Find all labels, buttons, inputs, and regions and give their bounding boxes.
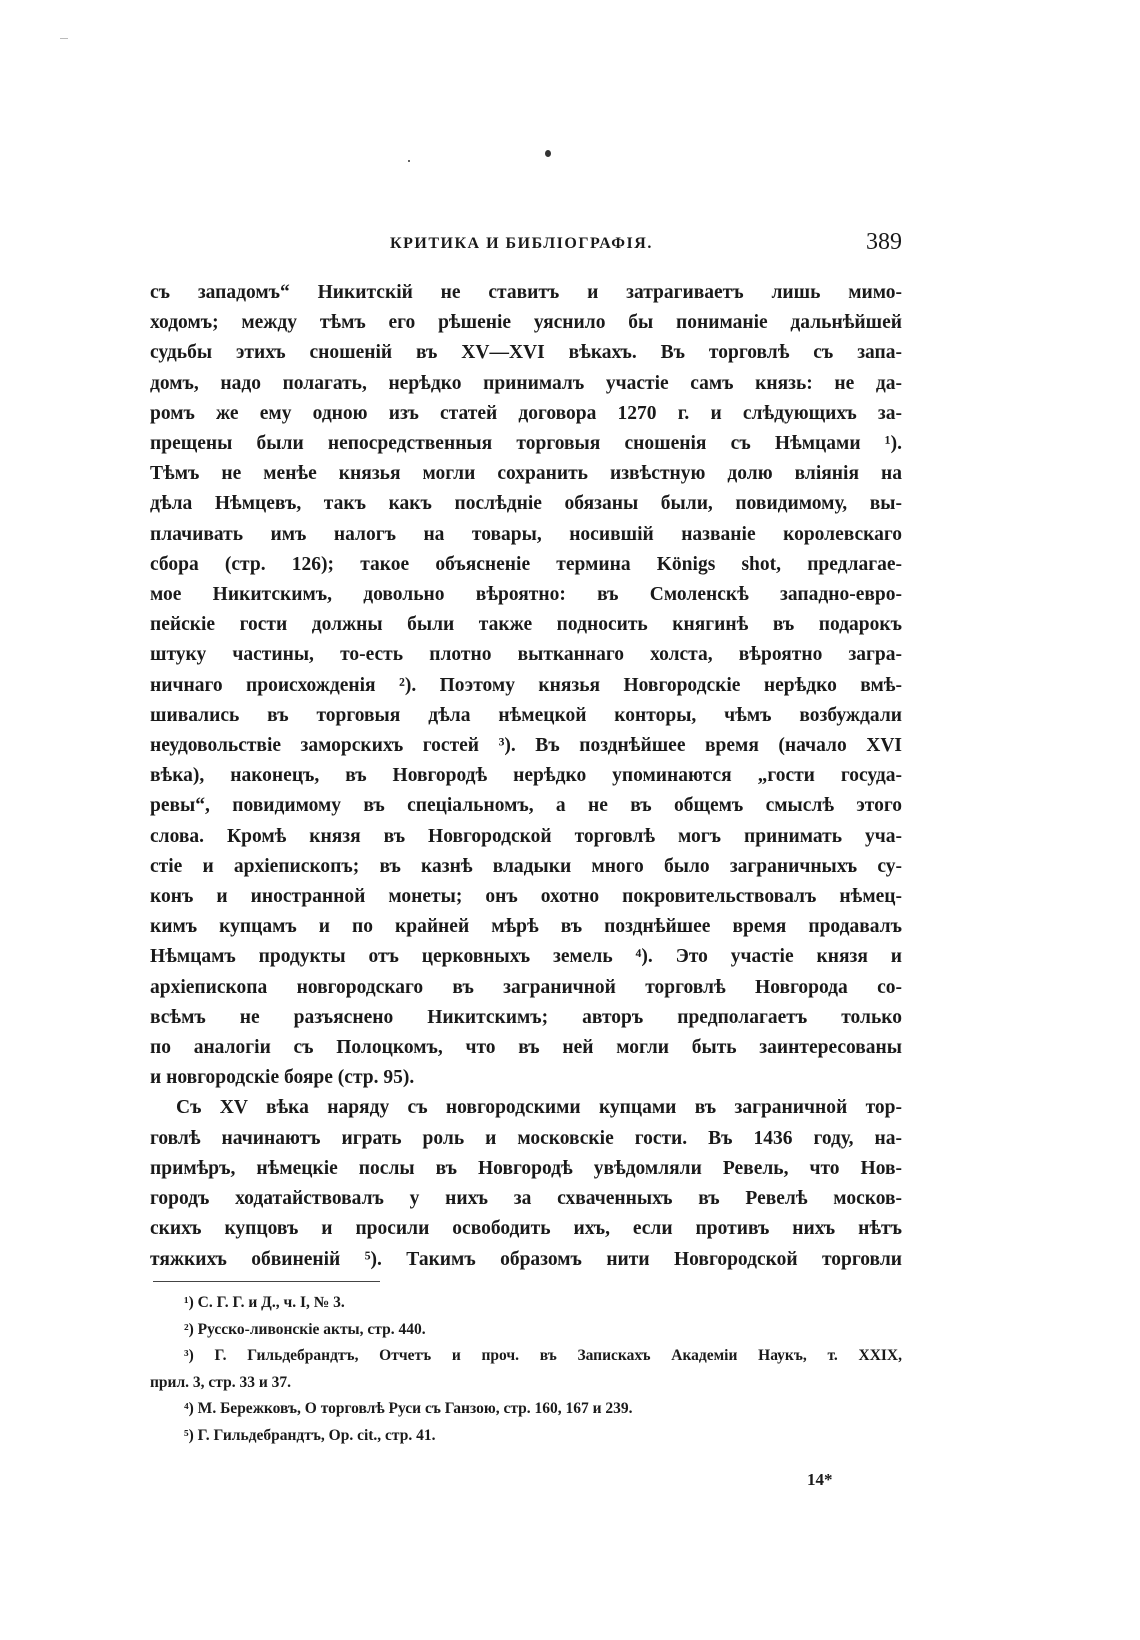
footnote: ¹) С. Г. Г. и Д., ч. I, № 3.	[184, 1294, 345, 1311]
text-line: шивались въ торговыя дѣла нѣмецкой конторы, чѣмъ возбуждали	[150, 704, 902, 726]
text-line: тяжкихъ обвиненій ⁵). Такимъ образомъ нити Новгородской торговли	[150, 1248, 902, 1270]
signature-mark: 14*	[807, 1470, 833, 1489]
text-line: говлѣ начинаютъ играть роль и московскіе гости. Въ 1436 году, на-	[150, 1127, 902, 1149]
footnotes	[150, 1290, 902, 1449]
footnote-continuation: прил. 3, стр. 33 и 37.	[150, 1373, 292, 1391]
text-line: сбора (стр. 126); такое объясненіе термина Königs shot, предлагае-	[150, 553, 902, 575]
text-line: конъ и иностранной монеты; онъ охотно покровительствовалъ нѣмец-	[150, 886, 902, 908]
text-line: и новгородскіе бояре (стр. 95).	[150, 1067, 415, 1089]
footnote: ³) Г. Гильдебрандтъ, Отчетъ и проч. въ Запискахъ Академіи Наукъ, т. XXIX,	[184, 1347, 902, 1364]
text-line: судьбы этихъ сношеній въ XV—XVI вѣкахъ. Въ торговлѣ съ запа-	[150, 342, 902, 364]
footnote: ⁵) Г. Гильдебрандтъ, Op. cit., стр. 41.	[184, 1426, 436, 1444]
text-line: всѣмъ не разъяснено Никитскимъ; авторъ предполагаетъ только	[150, 1006, 902, 1028]
text-line: по аналогіи съ Полоцкомъ, что въ ней могли быть заинтересованы	[150, 1037, 902, 1059]
paragraph	[150, 1093, 902, 1274]
footnote: ⁴) М. Бережковъ, О торговлѣ Руси съ Ганзою, стр. 160, 167 и 239.	[184, 1400, 633, 1417]
footnote: ²) Русско-ливонскіе акты, стр. 440.	[184, 1320, 426, 1338]
text-line: вѣка), наконецъ, въ Новгородѣ нерѣдко упоминаются „гости госуда-	[150, 765, 902, 787]
text-line: дѣла Нѣмцевъ, такъ какъ послѣдніе обязаны были, повидимому, вы-	[150, 493, 902, 515]
running-head: КРИТИКА И БИБЛIОГРАФIЯ.	[390, 235, 653, 252]
text-line: ромъ же ему одною изъ статей договора 1270 г. и слѣдующихъ за-	[150, 402, 902, 424]
text-line: кимъ купцамъ и по крайней мѣрѣ въ позднѣйшее время продавалъ	[150, 916, 902, 938]
footnote-separator	[153, 1281, 380, 1282]
text-line: неудовольствіе заморскихъ гостей ³). Въ позднѣйшее время (начало XVI	[150, 735, 902, 757]
text-line: мое Никитскимъ, довольно вѣроятно: въ Смоленскѣ западно-евро-	[150, 584, 902, 606]
body-text	[150, 278, 902, 1275]
text-line: слова. Кромѣ князя въ Новгородской торговлѣ могъ принимать уча-	[150, 825, 902, 847]
text-line: примѣръ, нѣмецкіе послы въ Новгородѣ увѣдомляли Ревель, что Нов-	[150, 1157, 902, 1179]
text-line: плачивать имъ налогъ на товары, носившій названіе королевскаго	[150, 523, 902, 545]
text-line: скихъ купцовъ и просили освободить ихъ, если противъ нихъ нѣтъ	[150, 1218, 902, 1240]
ink-speck	[408, 160, 410, 162]
text-line: пейскіе гости должны были также подносить княгинѣ въ подарокъ	[150, 614, 902, 636]
text-line: ходомъ; между тѣмъ его рѣшеніе уяснило бы пониманіе дальнѣйшей	[150, 312, 902, 334]
text-line: Тѣмъ не менѣе князья могли сохранить извѣстную долю вліянія на	[150, 463, 902, 485]
text-line: городъ ходатайствовалъ у нихъ за схваченныхъ въ Ревелѣ москов-	[150, 1188, 902, 1210]
text-line: Нѣмцамъ продукты отъ церковныхъ земель ⁴). Это участіе князя и	[150, 946, 902, 968]
text-line: архіепископа новгородскаго въ заграничной торговлѣ Новгорода со-	[150, 976, 902, 998]
page-header	[150, 229, 902, 265]
paragraph-last-line	[150, 1063, 902, 1093]
text-line: прещены были непосредственныя торговыя сношенія съ Нѣмцами ¹).	[150, 433, 902, 455]
text-line: ревы“, повидимому въ спеціальномъ, а не въ общемъ смыслѣ этого	[150, 795, 902, 817]
text-line: стіе и архіепископъ; въ казнѣ владыки много было заграничныхъ су-	[150, 855, 902, 877]
text-line: съ западомъ“ Никитскій не ставитъ и затрагиваетъ лишь мимо-	[150, 282, 902, 303]
paragraph	[150, 278, 902, 1063]
text-line: Съ XV вѣка наряду съ новгородскими купцами въ заграничной тор-	[176, 1097, 902, 1119]
text-line: домъ, надо полагать, нерѣдко принималъ участіе самъ князь: не да-	[150, 372, 902, 394]
ink-speck	[545, 150, 551, 157]
page-number: 389	[866, 229, 902, 255]
ink-speck	[60, 38, 68, 39]
text-line: ничнаго происхожденія ²). Поэтому князья Новгородскіе нерѣдко вмѣ-	[150, 674, 902, 696]
text-line: штуку частины, то-есть плотно вытканнаго холста, вѣроятно загра-	[150, 644, 902, 666]
